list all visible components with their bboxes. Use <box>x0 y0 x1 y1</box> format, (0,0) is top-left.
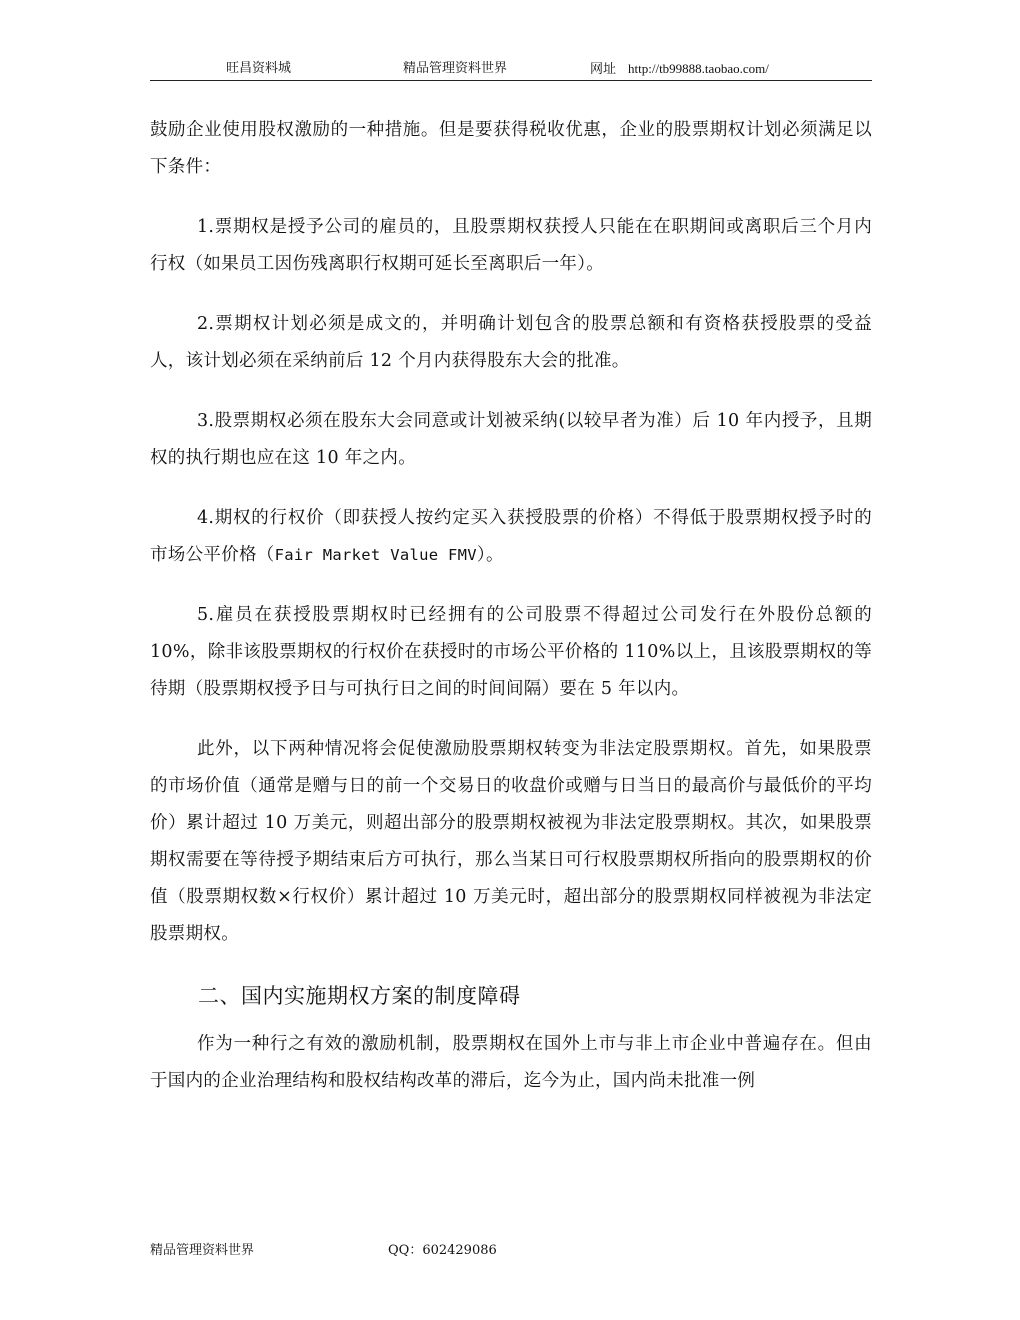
page-footer <box>150 1240 872 1262</box>
header-url-link[interactable]: http://tb99888.taobao.com/ <box>628 61 769 76</box>
paragraph-intro: 鼓励企业使用股权激励的一种措施。但是要获得税收优惠，企业的股票期权计划必须满足以下条件： <box>150 120 872 177</box>
condition-4-fmv: Fair Market Value FMV <box>274 546 477 564</box>
paragraph-condition-2: 2.票期权计划必须是成文的，并明确计划包含的股票总额和有资格获授股票的受益人，该计划必须在采纳前后 12 个月内获得股东大会的批准。 <box>150 314 872 371</box>
header-url-block <box>590 58 769 81</box>
paragraph-conversion: 此外，以下两种情况将会促使激励股票期权转变为非法定股票期权。首先，如果股票的市场价值（通常是赠与日的前一个交易日的收盘价或赠与日当日的最高价与最低价的平均价）累计超过 10 万美元，则超出部分的股票期权被视为非法定股票期权。其次，如果股票期权需要在等待授予期结束后方可执行，那么当某日可行权股票期权所指向的股票期权的价值（股票期权数×行权价）累计超过 10 万美元时，超出部分的股票期权同样被视为非法定股票期权。 <box>150 739 872 944</box>
section-heading: 二、国内实施期权方案的制度障碍 <box>198 984 521 1008</box>
paragraph-domestic: 作为一种行之有效的激励机制，股票期权在国外上市与非上市企业中普遍存在。但由于国内的企业治理结构和股权结构改革的滞后，迄今为止，国内尚未批准一例 <box>150 1034 872 1091</box>
paragraph-condition-4 <box>150 500 872 574</box>
header-site-name: 精品管理资料世界 <box>403 61 508 76</box>
condition-4-text-a: 4.期权的行权价（即获授人按约定买入获授股票的价格）不得低于股票期权授予时的市场公平价格（ <box>150 508 872 565</box>
paragraph-condition-3: 3.股票期权必须在股东大会同意或计划被采纳(以较早者为准）后 10 年内授予，且期权的执行期也应在这 10 年之内。 <box>150 411 872 468</box>
condition-4-text-b: ）。 <box>476 545 504 565</box>
header-shop-name: 旺昌资料城 <box>226 61 292 76</box>
header-url-label: 网址 <box>590 62 617 77</box>
paragraph-condition-5: 5.雇员在获授股票期权时已经拥有的公司股票不得超过公司发行在外股份总额的 10%，除非该股票期权的行权价在获授时的市场公平价格的 110%以上，且该股票期权的等待期（股票期权授予日与可执行日之间的时间间隔）要在 5 年以内。 <box>150 605 872 699</box>
document-body <box>150 112 872 1100</box>
page-header <box>150 58 872 81</box>
footer-qq: QQ：602429086 <box>388 1243 497 1258</box>
paragraph-condition-1: 1.票期权是授予公司的雇员的，且股票期权获授人只能在在职期间或离职后三个月内行权（如果员工因伤残离职行权期可延长至离职后一年）。 <box>150 217 872 274</box>
footer-site-name: 精品管理资料世界 <box>150 1243 255 1258</box>
